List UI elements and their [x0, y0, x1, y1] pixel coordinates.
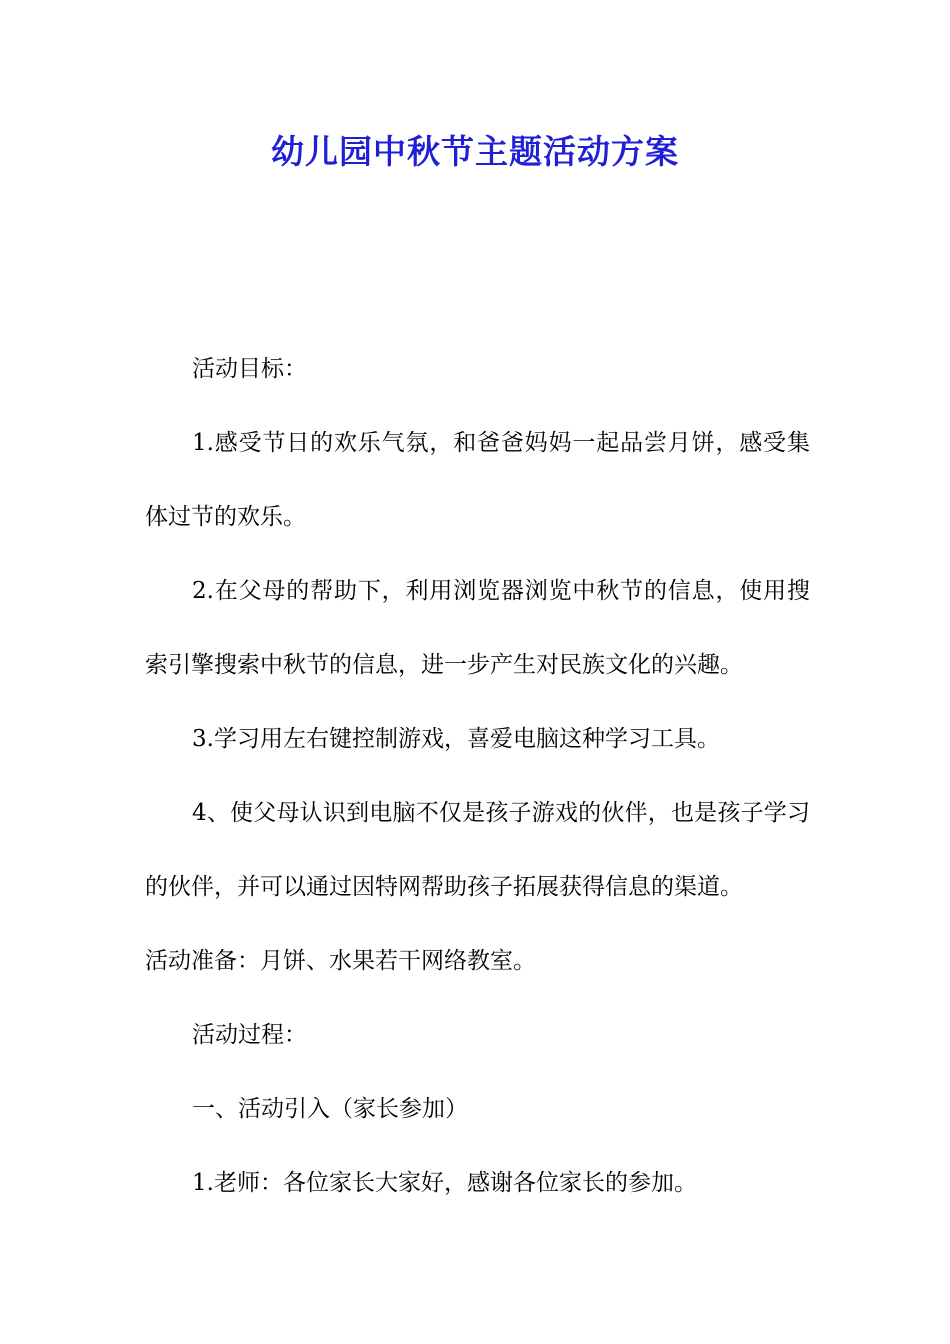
- paragraph-process-heading: 活动过程：: [192, 1022, 307, 1048]
- document-body: [145, 332, 810, 1220]
- paragraph-goal-1: 1.感受节日的欢乐气氛，和爸爸妈妈一起品尝月饼，感受集体过节的欢乐。: [145, 430, 810, 530]
- paragraph-goal-4: 4、使父母认识到电脑不仅是孩子游戏的伙伴，也是孩子学习的伙伴，并可以通过因特网帮助孩子拓展获得信息的渠道。: [145, 800, 810, 900]
- paragraph-preparation: 活动准备：月饼、水果若干网络教室。: [145, 948, 536, 974]
- paragraph-teacher-greeting: 1.老师：各位家长大家好，感谢各位家长的参加。: [192, 1170, 697, 1196]
- paragraph-goal-3: 3.学习用左右键控制游戏，喜爱电脑这种学习工具。: [192, 726, 720, 752]
- document-title: 幼儿园中秋节主题活动方案: [271, 132, 679, 171]
- paragraph-goals-heading: 活动目标：: [192, 356, 307, 382]
- paragraph-section-intro: 一、活动引入（家长参加）: [192, 1096, 468, 1122]
- paragraph-goal-2: 2.在父母的帮助下，利用浏览器浏览中秋节的信息，使用搜索引擎搜索中秋节的信息，进一步产生对民族文化的兴趣。: [145, 578, 810, 678]
